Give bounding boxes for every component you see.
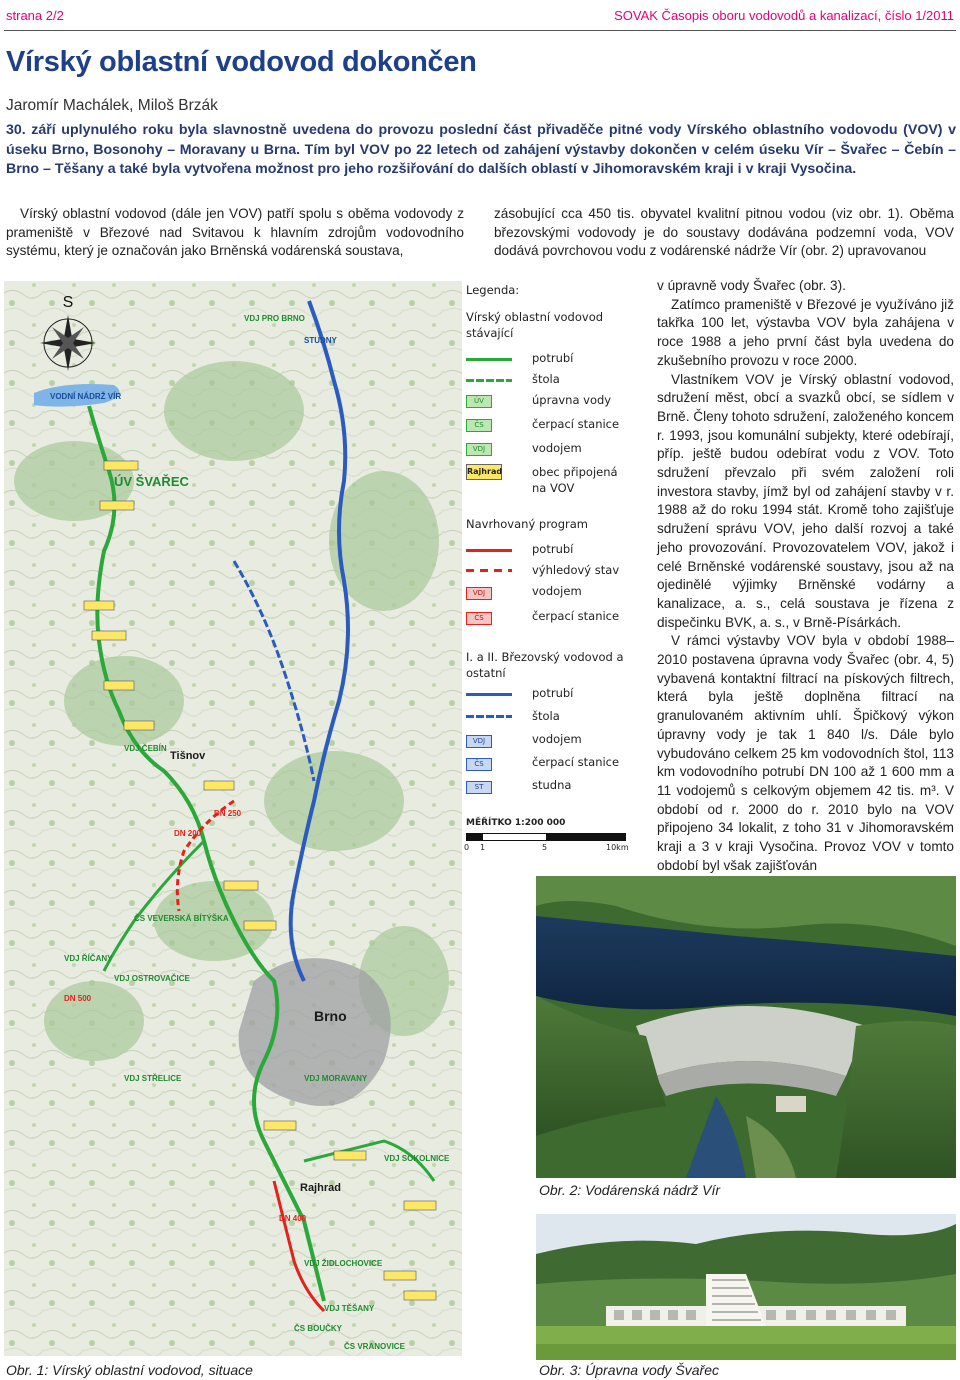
caption-obr3: Obr. 3: Úpravna vody Švařec (539, 1362, 720, 1378)
legend-item: potrubí (532, 686, 574, 700)
column2-top-text (494, 205, 954, 261)
scale-tick: 0 (464, 843, 470, 852)
proposed-vdj-symbol: VDJ (466, 587, 492, 600)
column2-text (657, 277, 954, 876)
paragraph: zásobující cca 450 tis. obyvatel kvalitní pitnou vodou (viz obr. 1). Oběma březovskými vodovody je do soustavy dodávána podzemní voda, VOV dodává povrchovou vodu z vodárenské nádrže Vír (obr. 2) upravovanou (494, 206, 954, 259)
paragraph: Vlastníkem VOV je Vírský oblastní vodovod, sdružení měst, obcí a svazků obcí, se sídlem v Brně. Členy tohoto sdružení, založeného koncem r. 1993, jsou komunální subjekty, které odebírají, příp. ještě budou odebírat vodu z VOV. Toto sdružení převzalo při svém založení roli investora stavby, jímž byl od zahájení stavby v r. 1988 až do roku 1994 stát. Kromě toho zajišťuje sdružení správu VOV, jeho další rozvoj a také jeho provozování. Provozovatelem VOV, jakož i celé Brněnské vodárenské soustavy, jsou až na ojedinělé výjimky Brněnské vodárny a kanalizace, a. s., celá soustava je řízena z dispečinku BVK, a. s., v Brně-Písárkách. (657, 371, 954, 630)
paragraph: Vírský oblastní vodovod (dále jen VOV) patří spolu s oběma vodovody z prameniště v Březové nad Svitavou k hlavním zdrojům vodovodního systému, který je označován jako Brněnská vodárenská soustava, (6, 206, 464, 259)
dn-label: DN 250 (214, 809, 242, 818)
brno-label: Brno (314, 1008, 347, 1024)
legend-item: čerpací stanice (532, 755, 620, 769)
station-label: VDJ PRO BRNO (244, 314, 305, 323)
legend-item: vodojem (532, 732, 582, 746)
legend-title: Legenda: (466, 283, 520, 297)
situation-map (4, 281, 462, 1356)
existing-pipe-swatch (466, 358, 512, 361)
existing-vdj-symbol: VDJ (466, 443, 492, 456)
legend-item: výhledový stav (532, 563, 620, 577)
station-label: VDJ TĚŠANY (324, 1304, 375, 1313)
brezova-tunnel-swatch (466, 715, 512, 718)
map-drawing (4, 281, 462, 1356)
legend-item: štola (532, 372, 560, 386)
station-label: VDJ ČEBÍN (124, 744, 167, 753)
station-label: VDJ ŘÍČANY (64, 954, 113, 963)
scale-label: MĚŘÍTKO 1:200 000 (466, 818, 566, 828)
legend-item: čerpací stanice (532, 417, 620, 431)
legend-item: čerpací stanice (532, 609, 620, 623)
scale-tick: 5 (542, 843, 548, 852)
photo-vir-reservoir (536, 876, 956, 1178)
station-label: ČS VRANOVICE (344, 1342, 405, 1351)
station-label: VDJ ŽIDLOCHOVICE (304, 1259, 383, 1268)
brezova-vdj-symbol: VDJ (466, 735, 492, 748)
legend-group-brezova: I. a II. Březovský vodovod a ostatní (466, 650, 624, 680)
page-header (4, 0, 956, 31)
legend-item: štola (532, 709, 560, 723)
station-label: ČS VEVERSKÁ BÍTÝŠKA (134, 914, 229, 923)
legend-item: vodojem (532, 441, 582, 455)
station-label: VDJ SOKOLNICE (384, 1154, 450, 1163)
brno-urban-area (239, 958, 391, 1106)
paragraph: V rámci výstavby VOV byla v období 1988–2010 postavena úpravna vody Švařec (obr. 4, 5) vybavená kontaktní filtrací na pískových filtrech, která byla ještě doplněna filtrací na granulovaném aktivním uhlí. Špičkový výkon úpravny vody je tak 1 840 l/s. Dále bylo vybudováno celkem 25 km vodovodních štol, 113 km vodovodního potrubí DN 100 až 1 600 mm a 11 vodojemů s celkovým objemem 42 tis. m³. V období od r. 2000 do r. 2010 bylo na VOV připojeno 34 lokalit, z toho 31 v Jihomoravském kraji a 3 v kraji Vysočina. Provoz VOV v tomto období byl však zajišťován (657, 633, 954, 873)
dn-label: DN 200 (174, 829, 202, 838)
journal-name: SOVAK Časopis oboru vodovodů a kanalizací, číslo 1/2011 (614, 8, 954, 23)
map-legend (462, 281, 638, 861)
station-label: VDJ STŘELICE (124, 1074, 182, 1083)
station-label: VODNÍ NÁDRŽ VÍR (50, 392, 122, 401)
proposed-outlook-swatch (466, 569, 512, 572)
existing-tunnel-swatch (466, 379, 512, 382)
caption-obr2: Obr. 2: Vodárenská nádrž Vír (539, 1182, 721, 1198)
scale-tick: 10km (606, 843, 629, 852)
station-label: STUDNY (304, 336, 337, 345)
page-number: strana 2/2 (6, 8, 64, 23)
legend-group-proposed: Navrhovaný program (466, 517, 588, 531)
article-lead: 30. září uplynulého roku byla slavnostně uvedena do provozu poslední část přivaděče pitné vody Vírského oblastního vodovodu (VOV) v úseku Brno, Bosonohy – Moravany u Brna. Tím byl VOV po 22 letech od zahájení výstavby dokončen v celém úseku Vír – Švařec – Čebín – Brno – Těšany a také byla vytvořena možnost pro jeho rozšiřování do dalších oblastí v Jihomoravském kraji i v kraji Vysočina. (6, 122, 956, 177)
dn-label: DN 500 (64, 994, 92, 1003)
proposed-cs-symbol: ČS (466, 612, 492, 625)
legend-item: obec připojená na VOV (532, 465, 618, 495)
dam-illustration (536, 876, 956, 1178)
brezova-st-symbol: ST (466, 781, 492, 794)
rajhrad-label: Rajhrad (300, 1182, 341, 1194)
dn-label: DN 400 (279, 1214, 307, 1223)
tisnov-label: Tišnov (170, 750, 206, 762)
article-authors: Jaromír Machálek, Miloš Brzák (6, 97, 218, 114)
paragraph: v úpravně vody Švařec (obr. 3). (657, 278, 846, 293)
north-label: S (62, 294, 74, 311)
station-label: VDJ OSTROVAČICE (114, 974, 190, 983)
station-label: ČS BOUČKY (294, 1324, 343, 1333)
existing-cs-symbol: ČS (466, 419, 492, 432)
village-symbol: Rajhrad (466, 464, 502, 480)
legend-item: úpravna vody (532, 393, 612, 407)
legend-item: potrubí (532, 351, 574, 365)
legend-item: potrubí (532, 542, 574, 556)
brezova-pipe-swatch (466, 693, 512, 696)
legend-group-existing: Vírský oblastní vodovod stávající (466, 310, 604, 340)
plant-illustration (536, 1214, 956, 1360)
scale-bar (466, 833, 626, 841)
brezova-cs-symbol: ČS (466, 758, 492, 771)
proposed-pipe-swatch (466, 549, 512, 552)
caption-obr1: Obr. 1: Vírský oblastní vodovod, situace (6, 1362, 253, 1378)
article-title: Vírský oblastní vodovod dokončen (6, 46, 477, 78)
station-label: VDJ MORAVANY (304, 1074, 368, 1083)
column1-text (6, 205, 464, 261)
uv-svarec-label: ÚV ŠVAŘEC (114, 474, 189, 489)
existing-uv-symbol: ÚV (466, 395, 492, 408)
legend-item: vodojem (532, 584, 582, 598)
photo-uv-svarec (536, 1214, 956, 1360)
paragraph: Zatímco prameniště v Březové je využíváno již takřka 100 let, výstavba VOV byla zahájena v roce 1988 a jeho první část byla uvedena do zkušebního provozu v roce 2000. (657, 296, 954, 368)
legend-item: studna (532, 778, 572, 792)
scale-tick: 1 (480, 843, 486, 852)
